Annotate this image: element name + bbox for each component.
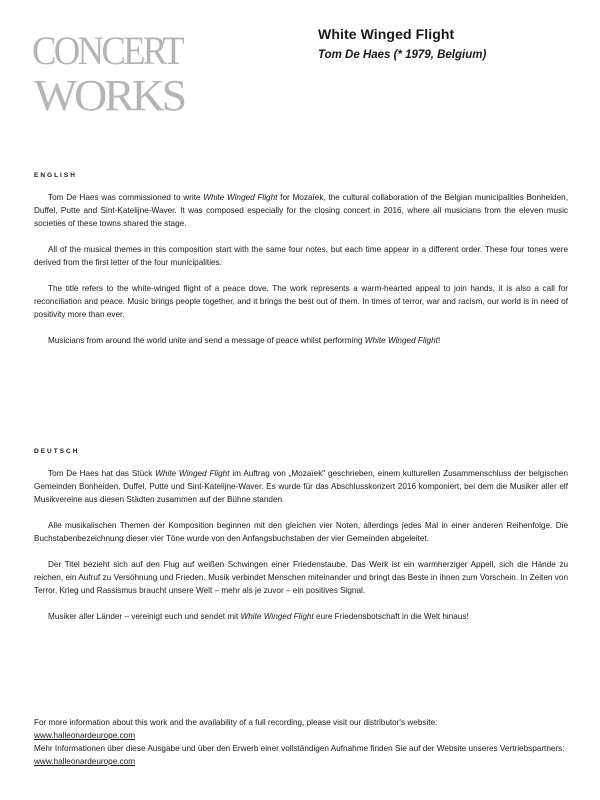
deutsch-section	[34, 448, 568, 636]
english-paragraph-3: The title refers to the white-winged flight of a peace dove. The work represents a warm-hearted appeal to join hands, it is also a call for reconciliation and peace. Music brings people together, and it brings the best out of them. In times of terror, war and racism, our world is in need of positivity more than ever.	[34, 284, 568, 319]
english-paragraph-2: All of the musical themes in this composition start with the same four notes, but each time appear in a different order. These four tones were derived from the first letter of the four municipalities.	[34, 245, 568, 267]
work-title: White Winged Flight	[318, 26, 455, 42]
english-paragraph-1: Tom De Haes was commissioned to write White Winged Flight for Mozaïek, the cultural collaboration of the Belgian municipalities Bonheiden, Duffel, Putte and Sint-Katelijne-Waver. It was composed especially for the closing concert in 2016, where all musicians from the eleven music societies of these towns shared the stage.	[34, 193, 568, 228]
deutsch-paragraph-4: Musiker aller Länder – vereinigt euch und sendet mit White Winged Flight eure Friedensbotschaft in die Welt hinaus!	[48, 612, 469, 621]
english-section	[34, 172, 568, 360]
footer-english-text: For more information about this work and the availability of a full recording, please visit our distributor's website:	[34, 718, 438, 727]
composer-line: Tom De Haes (* 1979, Belgium)	[318, 49, 487, 61]
english-paragraph-4: Musicians from around the world unite and send a message of peace whilst performing White Winged Flight!	[48, 336, 441, 345]
logo-line1: CONCERT	[32, 28, 185, 73]
deutsch-paragraph-3: Der Titel bezieht sich auf den Flug auf weißen Schwingen einer Friedenstaube. Das Werk ist ein warmherziger Appell, sich die Hände zu reichen, ein Aufruf zu Versöhnung und Frieden. Musik verbindet Menschen miteinander und bringt das Beste in ihnen zum Vorschein. In Zeiten von Terror, Krieg und Rassismus braucht unsere Welt – mehr als je zuvor – ein positives Signal.	[34, 560, 568, 595]
title-block	[318, 26, 486, 61]
distributor-link-en[interactable]: www.halleonardeurope.com	[34, 731, 136, 740]
deutsch-paragraph-2: Alle musikalischen Themen der Komposition beginnen mit den gleichen vier Noten, allerdings jedes Mal in einer anderen Reihenfolge. Die Buchstabenbezeichnung dieser vier Töne wurde von den Anfangsbuchstaben der vier Gemeinden abgeleitet.	[34, 521, 568, 543]
deutsch-heading: DEUTSCH	[34, 448, 80, 455]
english-heading: ENGLISH	[34, 172, 77, 179]
concert-works-logo	[32, 24, 192, 124]
deutsch-paragraph-1: Tom De Haes hat das Stück White Winged Flight im Auftrag von „Mozaïek" geschrieben, einem kulturellen Zusammenschluss der belgischen Gemeinden Bonheiden, Duffel, Putte und Sint-Katelijne-Waver. Es wurde für das Abschlusskonzert 2016 komponiert, bei dem die Musiker aller elf Musikvereine aus diesen Städten zusammen auf der Bühne standen.	[34, 469, 568, 504]
logo-line2: WORKS	[34, 71, 185, 120]
distributor-link-de[interactable]: www.halleonardeurope.com	[34, 757, 136, 766]
footer	[34, 716, 568, 768]
footer-german-text: Mehr Informationen über diese Ausgabe und über den Erwerb einer vollständigen Aufnahme finden Sie auf der Website unseres Vertriebspartners: www.halleonardeurope.com	[34, 744, 565, 766]
